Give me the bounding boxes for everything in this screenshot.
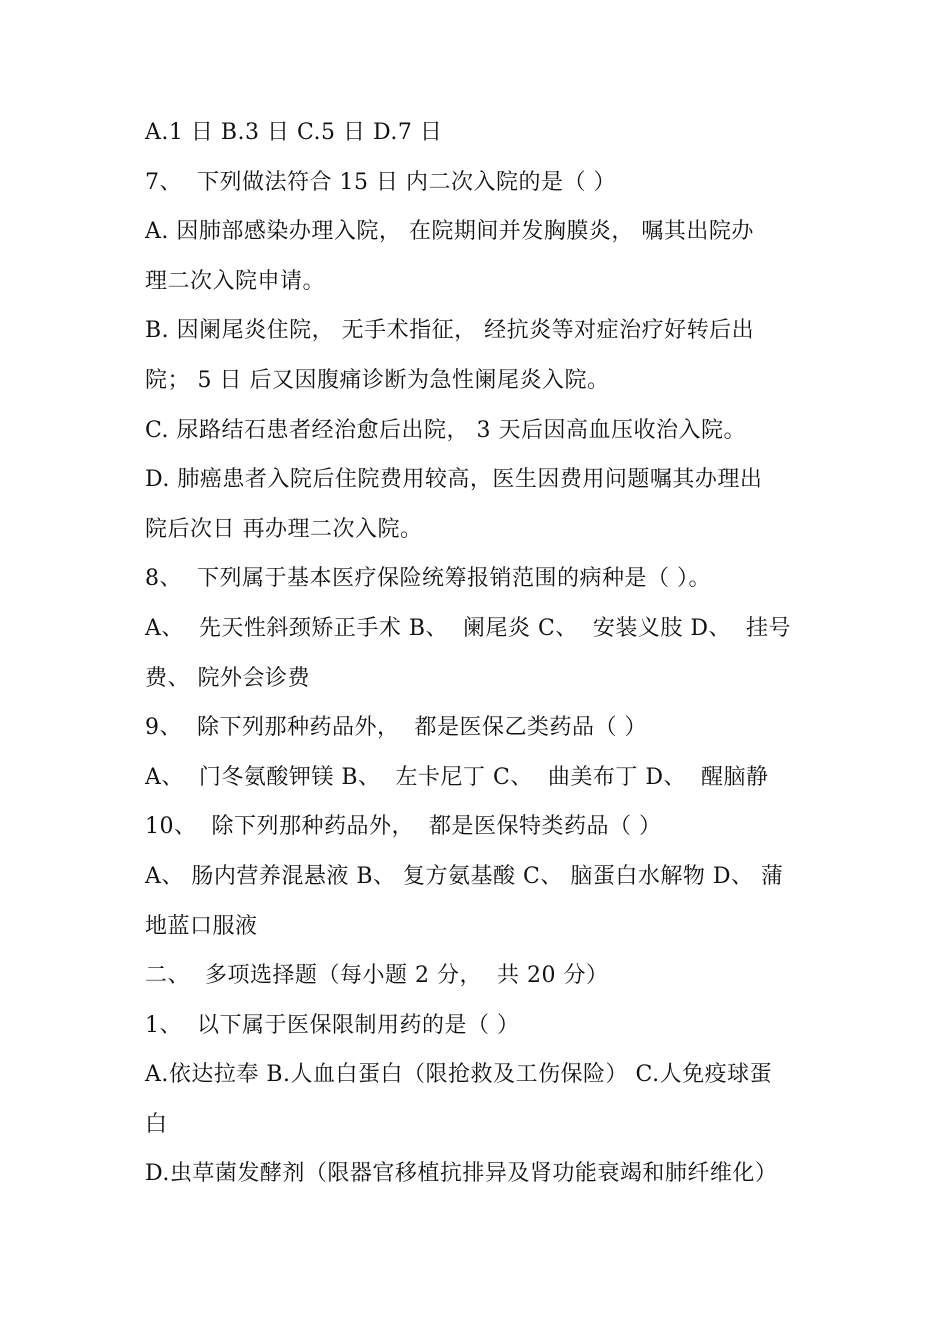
text-line: 费、 院外会诊费 — [145, 665, 310, 691]
text-line: A.依达拉奉 B.人血白蛋白（限抢救及工伤保险） C.人免疫球蛋 — [145, 1062, 773, 1088]
text-line: 10、 除下列那种药品外， 都是医保特类药品（ ） — [145, 814, 662, 840]
text-line: 理二次入院申请。 — [145, 268, 326, 294]
text-line: A.1 日 B.3 日 C.5 日 D.7 日 — [145, 120, 443, 145]
text-line: A. 因肺部感染办理入院， 在院期间并发胸膜炎， 嘱其出院办 — [145, 219, 754, 245]
text-line: D.虫草菌发酵剂（限器官移植抗排异及肾功能衰竭和肺纤维化） — [145, 1161, 778, 1187]
text-line: 9、 除下列那种药品外， 都是医保乙类药品（ ） — [145, 715, 647, 741]
text-line: C. 尿路结石患者经治愈后出院， 3 天后因高血压收治入院。 — [145, 417, 747, 443]
text-line: D. 肺癌患者入院后住院费用较高，医生因费用问题嘱其办理出 — [145, 467, 763, 493]
text-line: A、 门冬氨酸钾镁 B、 左卡尼丁 C、 曲美布丁 D、 醒脑静 — [145, 764, 769, 790]
text-line: 院； 5 日 后又因腹痛诊断为急性阑尾炎入院。 — [145, 367, 610, 393]
text-line: 7、 下列做法符合 15 日 内二次入院的是（ ） — [145, 169, 616, 195]
document-body — [145, 108, 825, 1199]
text-line: 1、 以下属于医保限制用药的是（ ） — [145, 1012, 520, 1038]
text-line: 二、 多项选择题（每小题 2 分， 共 20 分） — [145, 963, 609, 989]
text-line: A、 肠内营养混悬液 B、 复方氨基酸 C、 脑蛋白水解物 D、 蒲 — [145, 863, 784, 889]
text-line: 地蓝口服液 — [145, 913, 258, 939]
text-line: 院后次日 再办理二次入院。 — [145, 516, 423, 542]
text-line: B. 因阑尾炎住院， 无手术指征， 经抗炎等对症治疗好转后出 — [145, 318, 755, 344]
text-line: 白 — [145, 1111, 168, 1137]
text-line: 8、 下列属于基本医疗保险统筹报销范围的病种是（ ）。 — [145, 566, 711, 592]
text-line: A、 先天性斜颈矫正手术 B、 阑尾炎 C、 安装义肢 D、 挂号 — [145, 615, 791, 641]
